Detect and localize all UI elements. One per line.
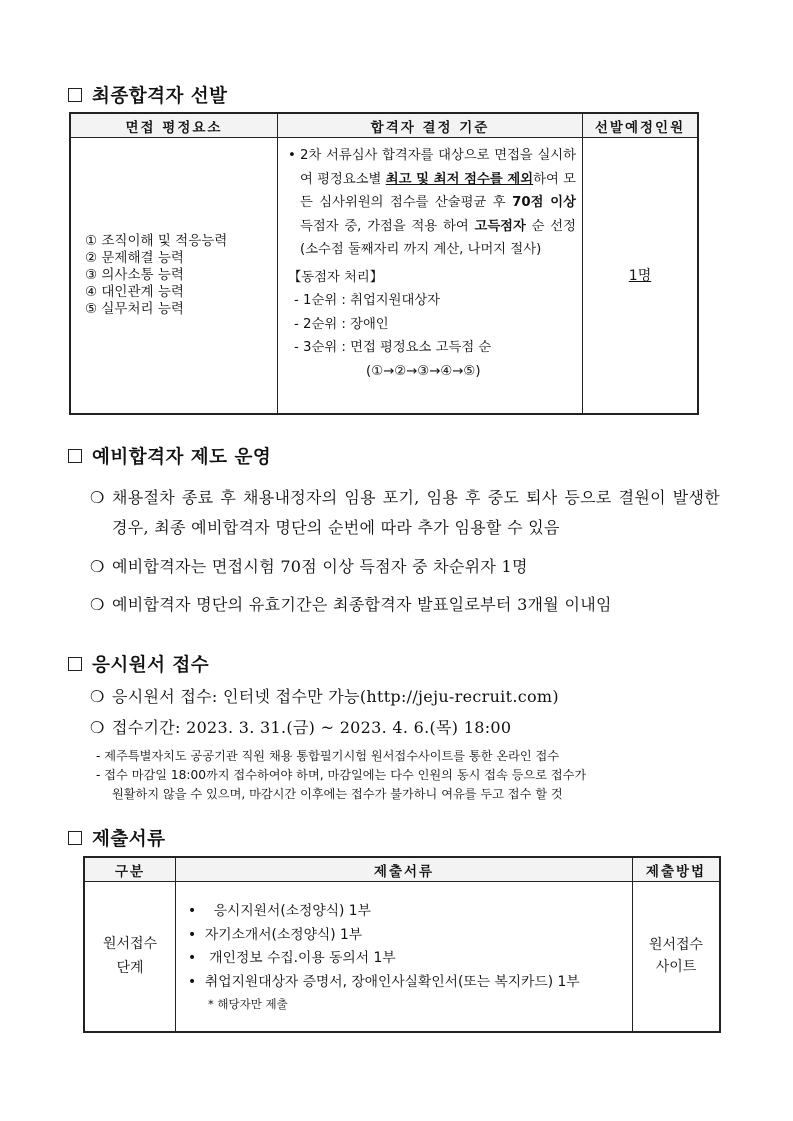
bullet-icon: • bbox=[288, 148, 296, 163]
documents-list bbox=[188, 900, 626, 994]
circle-bullet-icon: ❍ bbox=[90, 687, 105, 706]
col-header-documents: 제출서류 bbox=[176, 857, 633, 882]
list-item: ① 조직이해 및 적응능력 bbox=[85, 232, 228, 249]
tie-break-rule: - 2순위 : 장애인 bbox=[294, 316, 389, 332]
section-title-application: 응시원서 접수 bbox=[68, 651, 209, 677]
list-item: ② 문제해결 능력 bbox=[85, 249, 184, 266]
tie-break-order: (①→②→③→④→⑤) bbox=[366, 363, 481, 379]
application-item: ❍ 접수기간: 2023. 3. 31.(금) ~ 2023. 4. 6.(목) 18:00 bbox=[90, 718, 512, 737]
reserve-item: ❍ 채용절차 종료 후 채용내정자의 임용 포기, 임용 후 중도 퇴사 등으로 결원이 발생한 경우, 최종 예비합격자 명단의 순번에 따라 추가 임용할 수 있음 bbox=[90, 483, 730, 543]
bullet-icon: • bbox=[188, 950, 210, 967]
list-item: • 개인정보 수집.이용 동의서 1부 bbox=[188, 950, 396, 967]
section-title-reserve: 예비합격자 제도 운영 bbox=[68, 443, 271, 469]
bullet-icon: • bbox=[188, 926, 205, 943]
col-header-method: 제출방법 bbox=[633, 857, 721, 882]
section-title-documents: 제출서류 bbox=[68, 825, 165, 851]
application-item: ❍ 응시원서 접수: 인터넷 접수만 가능(http://jeju-recruit.com) bbox=[90, 687, 559, 706]
reserve-item: ❍ 예비합격자 명단의 유효기간은 최종합격자 발표일로부터 3개월 이내임 bbox=[90, 595, 612, 614]
table-row bbox=[84, 882, 720, 1032]
documents-cell bbox=[176, 882, 633, 1032]
list-item: ③ 의사소통 능력 bbox=[85, 266, 184, 283]
application-note: - 제주특별자치도 공공기관 직원 채용 통합필기시험 원서접수사이트를 통한 온라인 접수 bbox=[96, 749, 560, 763]
factors-cell bbox=[70, 138, 278, 414]
table-row bbox=[70, 138, 698, 414]
factors-list bbox=[85, 233, 277, 318]
tie-break-rule: - 3순위 : 면접 평정요소 고득점 순 bbox=[294, 340, 492, 355]
col-header-category: 구분 bbox=[84, 857, 176, 882]
circle-bullet-icon: ❍ bbox=[90, 595, 105, 614]
reserve-item: ❍ 예비합격자는 면접시험 70점 이상 득점자 중 차순위자 1명 bbox=[90, 557, 528, 576]
checkbox-square-icon bbox=[68, 657, 82, 671]
criteria-paragraph: • 2차 서류심사 합격자를 대상으로 면접을 실시하여 평정요소별 최고 및 최저 점수를 제외하여 모든 심사위원의 점수를 산술평균 후 70점 이상 득점자 중, 가점을 적용 하여 고득점자 순 선정(소수점 둘째자리 까지 계산, 나머지 절사) bbox=[288, 144, 576, 262]
criteria-cell bbox=[278, 138, 583, 414]
documents-table bbox=[83, 856, 721, 1033]
final-selection-table bbox=[69, 112, 699, 415]
col-header-count: 선발예정인원 bbox=[583, 113, 699, 138]
section-title-final-selection: 최종합격자 선발 bbox=[68, 82, 228, 108]
selection-count: 1명 bbox=[628, 268, 652, 285]
method-cell: 원서접수 사이트 bbox=[633, 882, 721, 1032]
count-cell bbox=[583, 138, 699, 414]
list-item: ④ 대인관계 능력 bbox=[85, 283, 184, 300]
table-header-row bbox=[70, 113, 698, 138]
checkbox-square-icon bbox=[68, 449, 82, 463]
table-header-row bbox=[84, 857, 720, 882]
circle-bullet-icon: ❍ bbox=[90, 557, 105, 576]
list-item: • 취업지원대상자 증명서, 장애인사실확인서(또는 복지카드) 1부 bbox=[188, 973, 580, 990]
list-item: ⑤ 실무처리 능력 bbox=[85, 300, 184, 317]
bullet-icon: • bbox=[188, 903, 214, 920]
application-note: - 접수 마감일 18:00까지 접수하여야 하며, 마감일에는 다수 인원의 동시 접속 등으로 접수가 bbox=[96, 768, 587, 782]
list-item: • 응시지원서(소정양식) 1부 bbox=[188, 903, 371, 920]
documents-note: * 해당자만 제출 bbox=[208, 997, 288, 1012]
col-header-factors: 면접 평정요소 bbox=[70, 113, 278, 138]
list-item: • 자기소개서(소정양식) 1부 bbox=[188, 926, 363, 943]
tie-break-rule: - 1순위 : 취업지원대상자 bbox=[294, 293, 441, 308]
circle-bullet-icon: ❍ bbox=[90, 488, 105, 507]
application-note: 원활하지 않을 수 있으며, 마감시간 이후에는 접수가 불가하니 여유를 두고 접수 할 것 bbox=[112, 787, 563, 801]
circle-bullet-icon: ❍ bbox=[90, 718, 105, 737]
tie-break-title: 【동점자 처리】 bbox=[288, 269, 384, 285]
col-header-criteria: 합격자 결정 기준 bbox=[278, 113, 583, 138]
checkbox-square-icon bbox=[68, 831, 82, 845]
stage-cell: 원서접수 단계 bbox=[84, 882, 176, 1032]
bullet-icon: • bbox=[188, 973, 205, 990]
checkbox-square-icon bbox=[68, 88, 82, 102]
